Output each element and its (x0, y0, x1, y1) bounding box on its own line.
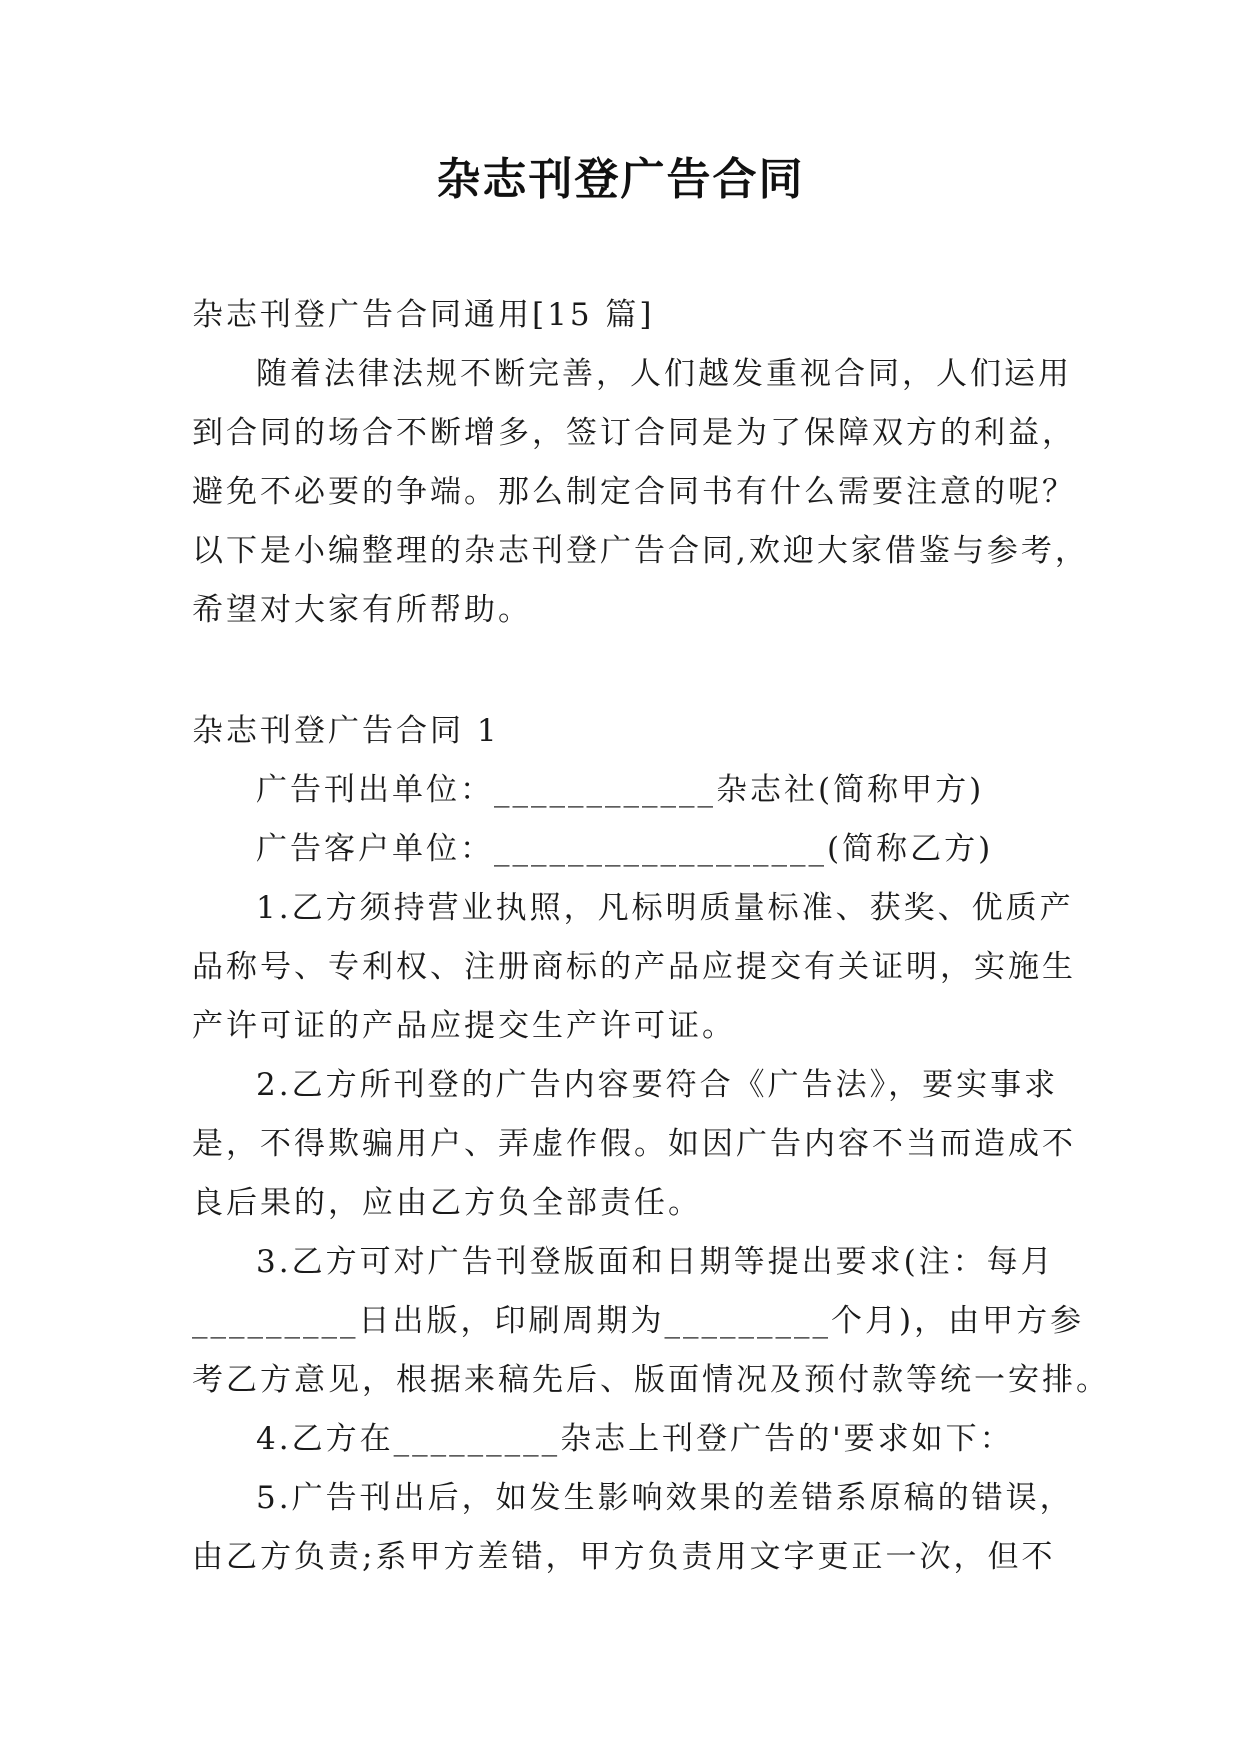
clause-line: 是，不得欺骗用户、弄虚作假。如因广告内容不当而造成不 (192, 1126, 1076, 1162)
clause-line: 品称号、专利权、注册商标的产品应提交有关证明，实施生 (192, 949, 1076, 985)
intro-paragraph-line: 希望对大家有所帮助。 (192, 592, 532, 628)
intro-paragraph-line: 随着法律法规不断完善，人们越发重视合同，人们运用 (256, 356, 1072, 392)
party-b-line: 广告客户单位：__________________(简称乙方) (256, 831, 994, 867)
clause-line: 考乙方意见，根据来稿先后、版面情况及预付款等统一安排。 (192, 1362, 1110, 1398)
clause-line: 4.乙方在_________杂志上刊登广告的'要求如下： (256, 1421, 1014, 1457)
clause-line: 良后果的，应由乙方负全部责任。 (192, 1185, 702, 1221)
clause-line: 5.广告刊出后，如发生影响效果的差错系原稿的错误， (256, 1480, 1074, 1516)
clause-line: 由乙方负责;系甲方差错，甲方负责用文字更正一次，但不 (192, 1539, 1056, 1575)
section-spacer (192, 640, 1052, 702)
document-title: 杂志刊登广告合同 (436, 154, 805, 205)
clause-line: 产许可证的产品应提交生产许可证。 (192, 1008, 736, 1044)
intro-paragraph-line: 以下是小编整理的杂志刊登广告合同,欢迎大家借鉴与参考， (192, 533, 1089, 569)
section-heading: 杂志刊登广告合同 1 (192, 713, 500, 749)
clause-line: 3.乙方可对广告刊登版面和日期等提出要求(注：每月 (256, 1244, 1055, 1280)
document-body (192, 286, 1110, 1587)
subtitle-line: 杂志刊登广告合同通用[15 篇] (192, 297, 655, 333)
clause-line: _________日出版，印刷周期为_________个月)，由甲方参 (192, 1303, 1085, 1339)
intro-paragraph-line: 到合同的场合不断增多，签订合同是为了保障双方的利益， (192, 415, 1076, 451)
intro-paragraph-line: 避免不必要的争端。那么制定合同书有什么需要注意的呢？ (192, 474, 1076, 510)
clause-line: 2.乙方所刊登的广告内容要符合《广告法》，要实事求 (256, 1067, 1059, 1103)
party-a-line: 广告刊出单位：____________杂志社(简称甲方) (256, 772, 985, 808)
clause-line: 1.乙方须持营业执照，凡标明质量标准、获奖、优质产 (256, 890, 1074, 926)
